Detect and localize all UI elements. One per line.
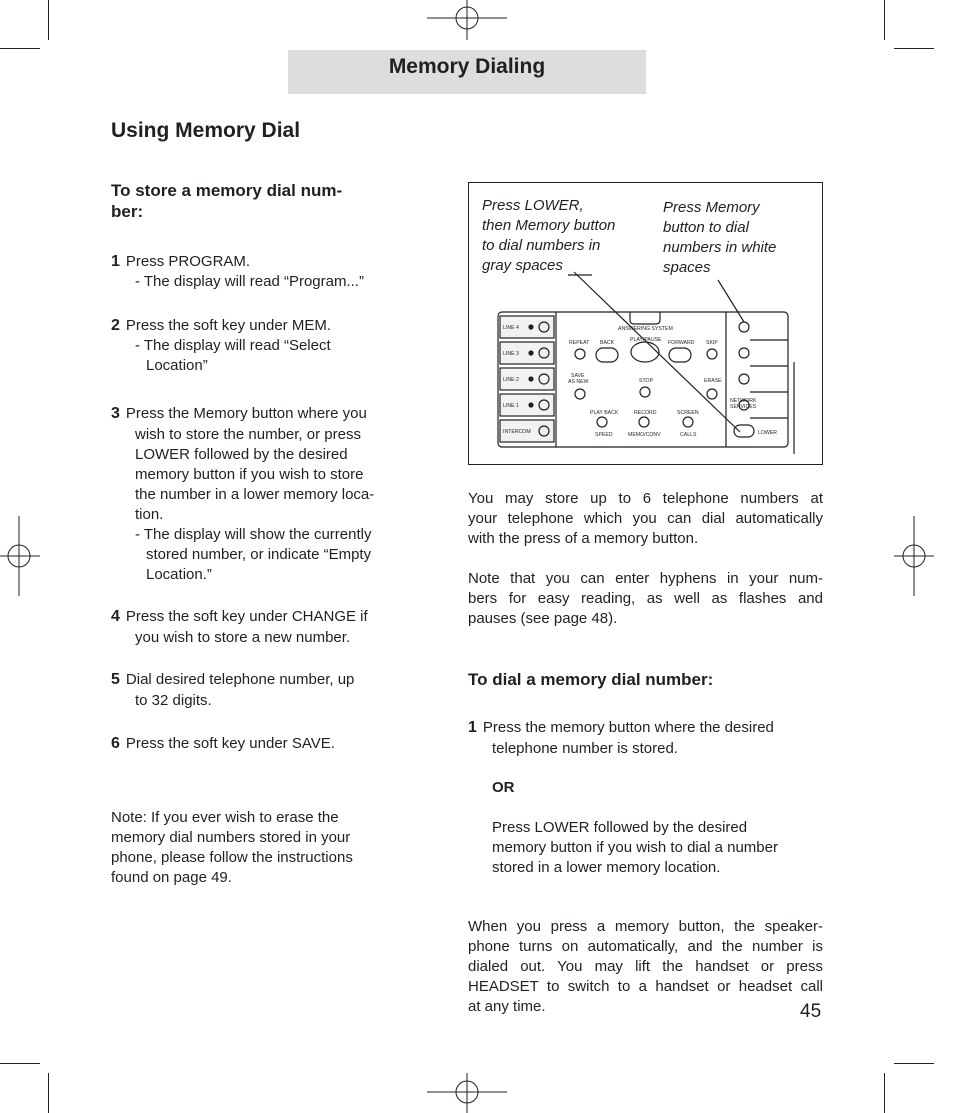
label-repeat: REPEAT — [569, 340, 590, 346]
label-playback: PLAY BACK — [590, 410, 619, 416]
forward-button — [669, 348, 691, 362]
para-line: Note that you can enter hyphens in your num- — [468, 570, 823, 587]
para-line: bers for easy reading, as well as flashes and — [468, 590, 823, 607]
erase-button — [707, 389, 717, 399]
crop-mark — [0, 1063, 40, 1064]
step-number: 4 — [111, 608, 120, 625]
crop-mark — [48, 0, 49, 40]
intro-paragraph — [468, 489, 823, 549]
store-heading-line: To store a memory dial num- — [111, 181, 343, 200]
memory-button — [739, 374, 749, 384]
caption-line: spaces — [663, 259, 711, 276]
caption-line: button to dial — [663, 219, 749, 236]
label-line2: LINE 2 — [503, 377, 519, 383]
label-network: NETWORK — [730, 398, 757, 404]
step-text: Press the memory button where the desired — [482, 719, 774, 736]
hyphens-paragraph — [468, 569, 823, 629]
label-services: SERVICES — [730, 404, 757, 410]
store-note — [111, 808, 411, 888]
para-line: stored in a lower memory location. — [492, 859, 721, 876]
store-step-4 — [111, 606, 411, 648]
registration-mark-top — [427, 0, 507, 40]
crop-mark — [884, 0, 885, 40]
label-line3: LINE 3 — [503, 351, 519, 357]
step-number: 3 — [111, 405, 120, 422]
step-text: memory button if you wish to store — [135, 466, 364, 483]
step-text: LOWER followed by the desired — [135, 446, 348, 463]
para-line: with the press of a memory button. — [468, 530, 699, 547]
para-line: When you press a memory button, the speaker- — [468, 918, 823, 935]
para-line: memory button if you wish to dial a number — [492, 839, 778, 856]
step-text: you wish to store a new number. — [135, 629, 351, 646]
label-memoconv: MEMO/CONV — [628, 432, 661, 438]
page-title: Memory Dialing — [388, 55, 546, 78]
crop-mark — [884, 1073, 885, 1113]
step-number: 2 — [111, 317, 120, 334]
label-erase: ERASE — [704, 378, 722, 384]
step-number: 1 — [111, 253, 120, 270]
back-button — [596, 348, 618, 362]
line-led-small — [529, 403, 533, 407]
step-text: wish to store the number, or press — [135, 426, 361, 443]
leader-line-left — [574, 272, 740, 432]
note-line: memory dial numbers stored in your — [111, 829, 351, 846]
crop-mark — [48, 1073, 49, 1113]
stop-button — [640, 387, 650, 397]
registration-mark-left — [0, 516, 40, 596]
caption-line: Press Memory — [663, 199, 760, 216]
label-line4: LINE 4 — [503, 325, 519, 331]
para-line: your telephone which you can dial automatically — [468, 510, 823, 527]
label-back: BACK — [600, 340, 615, 346]
label-speed: SPEED — [595, 432, 613, 438]
step-text: Press the Memory button where you — [125, 405, 367, 422]
step-text: Press PROGRAM. — [125, 253, 251, 270]
store-step-1 — [111, 252, 411, 292]
repeat-button — [575, 349, 585, 359]
note-line: phone, please follow the instructions — [111, 849, 353, 866]
label-asnew: AS NEW — [568, 379, 589, 385]
step-text: Press the soft key under SAVE. — [125, 735, 335, 752]
step-sub: - The display will read “Select — [135, 337, 331, 354]
record-button — [639, 417, 649, 427]
leader-line-right — [718, 280, 744, 322]
page-number: 45 — [800, 1001, 822, 1022]
answering-tab — [630, 312, 660, 324]
note-line: Note: If you ever wish to erase the — [111, 809, 339, 826]
crop-mark — [894, 1063, 934, 1064]
dial-heading: To dial a memory dial number: — [468, 670, 714, 689]
memory-button — [739, 348, 749, 358]
store-heading — [111, 180, 411, 222]
line-led-small — [529, 377, 533, 381]
para-line: phone turns on automatically, and the number is — [468, 938, 823, 955]
skip-button — [707, 349, 717, 359]
or-paragraph — [492, 818, 823, 878]
label-screen: SCREEN — [677, 410, 699, 416]
phone-panel-diagram — [468, 182, 823, 465]
step-text: Dial desired telephone number, up — [125, 671, 355, 688]
screen-calls-button — [683, 417, 693, 427]
label-stop: STOP — [639, 378, 654, 384]
lower-button — [734, 425, 754, 437]
store-step-3 — [111, 403, 411, 585]
para-line: pauses (see page 48). — [468, 610, 618, 627]
crop-mark — [894, 48, 934, 49]
label-line1: LINE 1 — [503, 403, 519, 409]
playback-speed-button — [597, 417, 607, 427]
section-title: Using Memory Dial — [111, 119, 301, 142]
registration-mark-bottom — [427, 1073, 507, 1113]
step-text: telephone number is stored. — [492, 740, 678, 757]
para-line: HEADSET to switch to a handset or headset call — [468, 978, 823, 995]
label-intercom: INTERCOM — [503, 429, 531, 435]
label-answering: ANSWERING SYSTEM — [618, 326, 673, 332]
step-number: 6 — [111, 735, 120, 752]
play-pause-button — [631, 342, 659, 362]
caption-line: Press LOWER, — [482, 197, 584, 214]
store-step-2 — [111, 316, 411, 376]
note-line: found on page 49. — [111, 869, 232, 886]
store-heading-line: ber: — [111, 202, 144, 221]
caption-line: to dial numbers in — [482, 237, 601, 254]
line-led-small — [529, 351, 533, 355]
or-label: OR — [492, 779, 515, 796]
label-lower: LOWER — [758, 430, 778, 436]
dial-step-1 — [468, 717, 823, 759]
step-number: 5 — [111, 671, 120, 688]
step-sub: Location.” — [146, 566, 212, 583]
step-text: the number in a lower memory loca- — [135, 486, 375, 503]
speakerphone-paragraph — [468, 917, 823, 1017]
memory-button — [739, 322, 749, 332]
step-text: Press the soft key under MEM. — [125, 317, 331, 334]
caption-line: gray spaces — [482, 257, 563, 274]
para-line: You may store up to 6 telephone numbers at — [468, 490, 823, 507]
save-button — [575, 389, 585, 399]
registration-mark-right — [894, 516, 934, 596]
label-skip: SKIP — [706, 340, 718, 346]
line-led-small — [529, 325, 533, 329]
step-text: to 32 digits. — [135, 692, 212, 709]
caption-line: numbers in white — [663, 239, 777, 256]
label-save: SAVE — [571, 373, 585, 379]
step-text: Press the soft key under CHANGE if — [125, 608, 368, 625]
store-step-6 — [111, 733, 411, 755]
step-sub: Location” — [146, 357, 208, 374]
para-line: at any time. — [468, 998, 546, 1015]
label-calls: CALLS — [680, 432, 697, 438]
step-sub: - The display will read “Program...” — [135, 273, 364, 290]
step-sub: stored number, or indicate “Empty — [146, 546, 372, 563]
para-line: Press LOWER followed by the desired — [492, 819, 748, 836]
label-forward: FORWARD — [668, 340, 695, 346]
label-playpause: PLAY/PAUSE — [630, 337, 662, 343]
para-line: dialed out. You may lift the handset or press — [468, 958, 823, 975]
label-record: RECORD — [634, 410, 657, 416]
crop-mark — [0, 48, 40, 49]
store-step-5 — [111, 669, 411, 711]
step-sub: - The display will show the currently — [135, 526, 372, 543]
caption-line: then Memory button — [482, 217, 616, 234]
step-number: 1 — [468, 719, 477, 736]
step-text: tion. — [135, 506, 164, 523]
